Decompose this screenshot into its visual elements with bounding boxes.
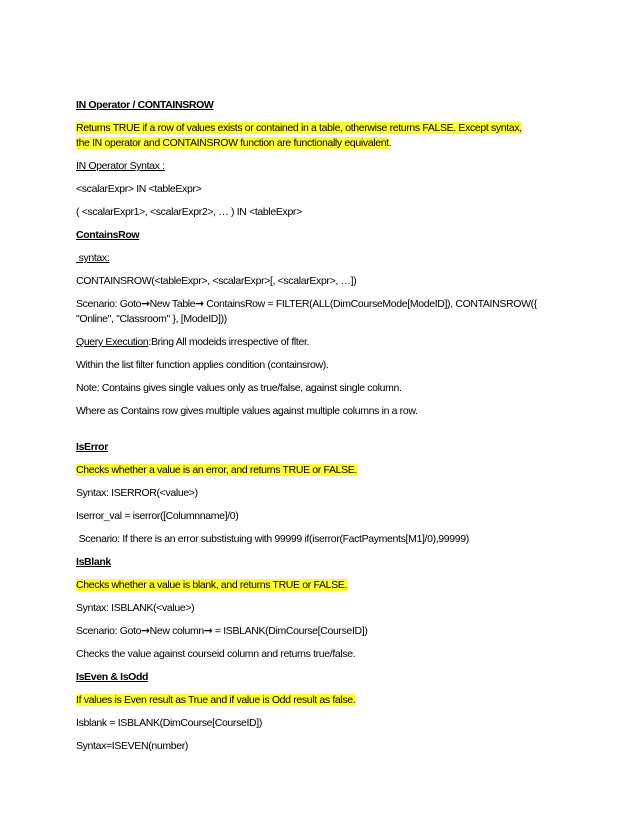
highlight: Returns TRUE if a row of values exists or contained in a table, otherwise returns FALSE. Except syntax, — [76, 122, 522, 134]
query-execution-label: Query Execution — [76, 336, 149, 348]
isblank-heading: IsBlank — [76, 556, 111, 568]
iserror-description — [76, 463, 357, 477]
arrow-right-icon: → — [195, 298, 204, 310]
highlight: Checks whether a value is blank, and returns TRUE or FALSE. — [76, 579, 347, 591]
isblank-scenario — [76, 624, 367, 638]
containsrow-scenario-line-1 — [76, 297, 537, 311]
iserror-heading: IsError — [76, 441, 108, 453]
scenario-new-column: New column — [149, 625, 204, 637]
arrow-right-icon: → — [203, 625, 213, 637]
isblank-syntax: Syntax: ISBLANK(<value>) — [76, 602, 195, 614]
in-operator-description-line-1 — [76, 121, 522, 135]
iseven-syntax: Syntax=ISEVEN(number) — [76, 740, 188, 752]
containsrow-where-text: Where as Contains row gives multiple values against multiple columns in a row. — [76, 405, 418, 417]
isblank-checks: Checks the value against courseid column and returns true/false. — [76, 648, 356, 660]
containsrow-syntax-label: syntax: — [76, 252, 110, 264]
highlight: the IN operator and CONTAINSROW function are functionally equivalent — [76, 137, 389, 149]
in-operator-syntax-2: ( <scalarExpr1>, <scalarExpr2>, … ) IN <tableExpr> — [76, 206, 302, 218]
scenario-formula: = ISBLANK(DimCourse[CourseID]) — [212, 625, 368, 637]
containsrow-note: Note: Contains gives single values only as true/false, against single column. — [76, 382, 402, 394]
containsrow-query-execution — [76, 335, 309, 349]
iseven-heading: IsEven & IsOdd — [76, 671, 149, 683]
query-execution-text: :Bring All modeids irrespective of flter. — [148, 336, 310, 348]
in-operator-syntax-1: <scalarExpr> IN <tableExpr> — [76, 183, 202, 195]
iserror-example: Iserror_val = iserror([Columnname]/0) — [76, 510, 239, 522]
scenario-formula: ContainsRow = FILTER(ALL(DimCourseMode[ModeID]), CONTAINSROW({ — [203, 298, 537, 310]
in-operator-heading: IN Operator / CONTAINSROW — [76, 99, 214, 111]
iserror-syntax: Syntax: ISERROR(<value>) — [76, 487, 198, 499]
period: . — [388, 137, 392, 149]
highlight: If values is Even result as True and if value is Odd result as false. — [76, 694, 356, 706]
in-operator-syntax-label: IN Operator Syntax : — [76, 160, 165, 172]
containsrow-syntax: CONTAINSROW(<tableExpr>, <scalarExpr>[, <scalarExpr>, …]) — [76, 275, 357, 287]
iseven-example: Isblank = ISBLANK(DimCourse[CourseID]) — [76, 717, 262, 729]
iserror-scenario: Scenario: If there is an error substistuing with 99999 if(iserror(FactPayments[M1]/0),99999) — [76, 533, 469, 545]
containsrow-within-text: Within the list filter function applies condition (containsrow). — [76, 359, 329, 371]
scenario-goto: Scenario: Goto — [76, 625, 142, 637]
in-operator-description-line-2 — [76, 136, 391, 150]
highlight: Checks whether a value is an error, and returns TRUE or FALSE. — [76, 464, 357, 476]
arrow-right-icon: → — [141, 298, 150, 310]
containsrow-scenario-line-2: "Online", "Classroom" }, [ModeID])) — [76, 313, 227, 325]
isblank-description — [76, 578, 347, 592]
containsrow-heading: ContainsRow — [76, 229, 140, 241]
iseven-description — [76, 693, 355, 707]
arrow-right-icon: → — [141, 625, 150, 637]
scenario-goto: Scenario: Goto — [76, 298, 142, 310]
scenario-new-table: New Table — [149, 298, 196, 310]
